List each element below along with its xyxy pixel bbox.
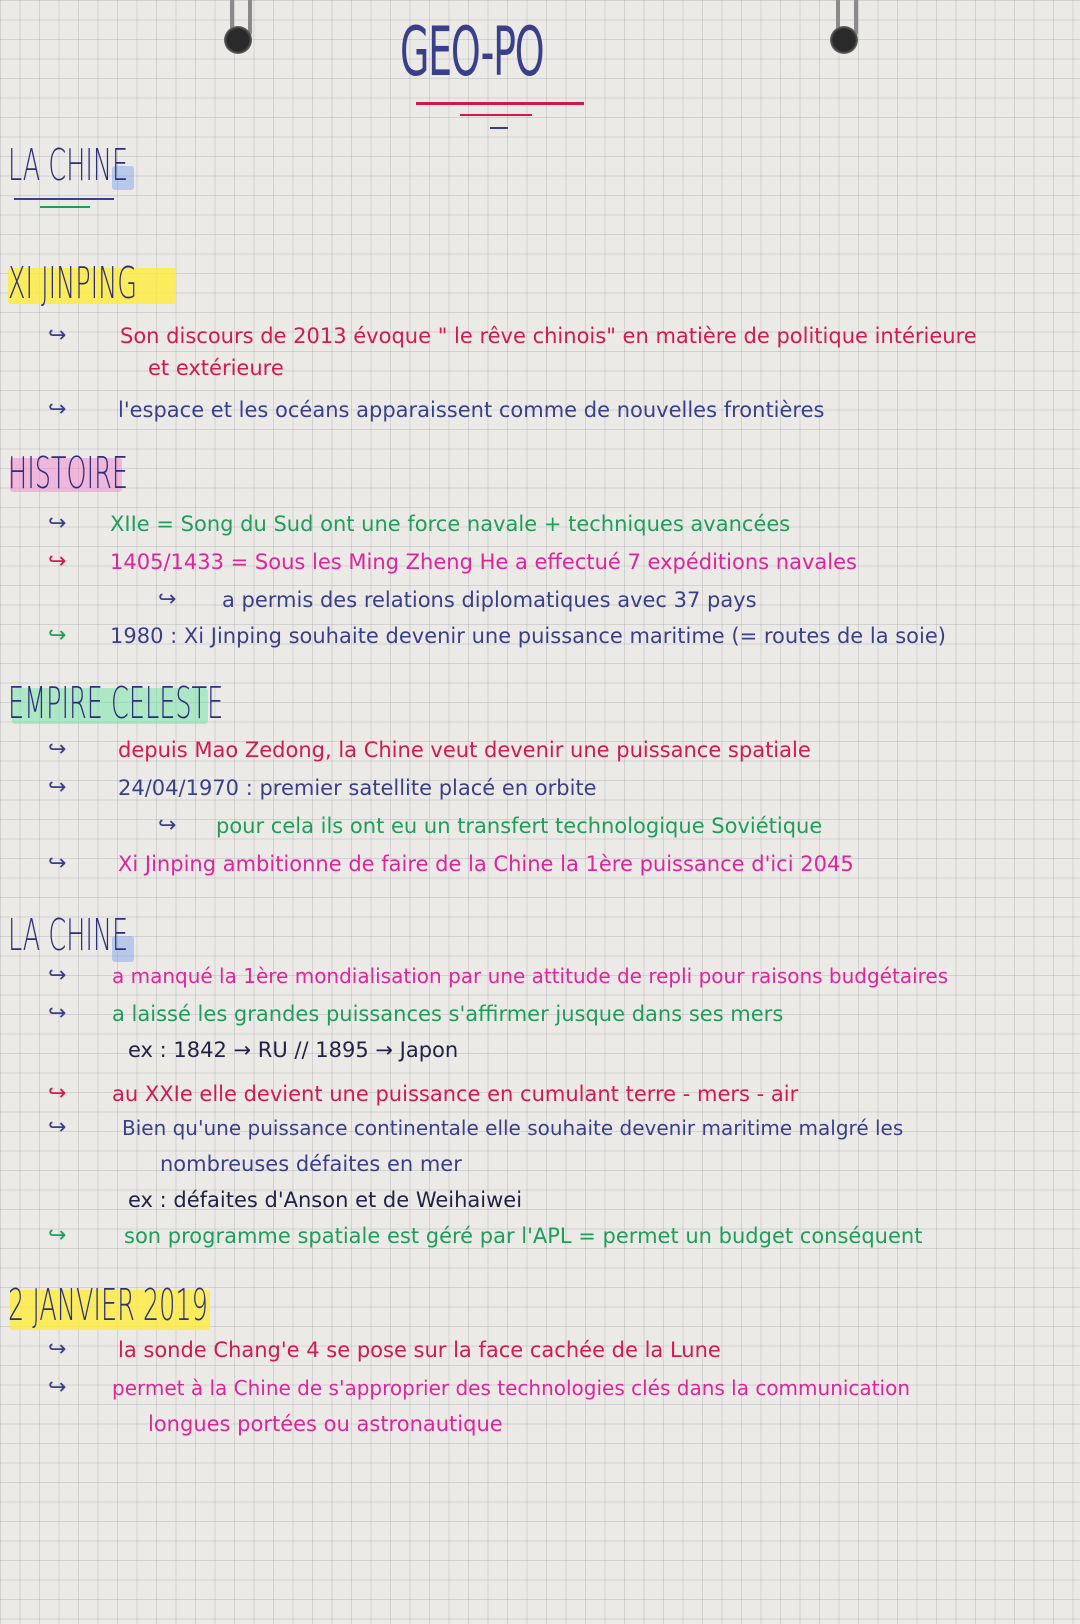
arrow-icon: ↪: [48, 1223, 67, 1248]
binder-ring-icon: [822, 0, 866, 56]
heading-2-janvier-2019: 2 JANVIER 2019: [8, 1280, 208, 1331]
text-line: son programme spatiale est géré par l'APL = permet un budget conséquent: [124, 1224, 923, 1248]
arrow-icon: ↪: [48, 737, 67, 762]
text-line: Bien qu'une puissance continentale elle souhaite devenir maritime malgré les: [122, 1116, 904, 1140]
arrow-icon: ↪: [158, 587, 177, 612]
page-title: GEO-PO: [400, 13, 544, 92]
arrow-icon: ↪: [158, 813, 177, 838]
heading-xi-jinping: XI JINPING: [8, 258, 138, 309]
arrow-icon: ↪: [48, 851, 67, 876]
text-line: l'espace et les océans apparaissent comme de nouvelles frontières: [118, 398, 825, 422]
text-line: 24/04/1970 : premier satellite placé en orbite: [118, 776, 597, 800]
heading-la-chine: LA CHINE: [8, 910, 129, 961]
arrow-icon: ↪: [48, 963, 67, 988]
text-line: 1980 : Xi Jinping souhaite devenir une puissance maritime (= routes de la soie): [110, 624, 946, 648]
text-line: XIIe = Song du Sud ont une force navale + techniques avancées: [110, 512, 791, 536]
binder-ring-icon: [216, 0, 260, 56]
arrow-icon: ↪: [48, 1375, 67, 1400]
text-line: permet à la Chine de s'approprier des technologies clés dans la communication: [112, 1376, 910, 1400]
heading-underline: [40, 206, 90, 208]
text-line: au XXIe elle devient une puissance en cumulant terre - mers - air: [112, 1082, 799, 1106]
text-line: et extérieure: [148, 356, 284, 380]
text-line: a laissé les grandes puissances s'affirmer jusque dans ses mers: [112, 1002, 784, 1026]
text-line: pour cela ils ont eu un transfert technologique Soviétique: [216, 814, 823, 838]
title-underline: [490, 127, 508, 129]
text-line: Xi Jinping ambitionne de faire de la Chine la 1ère puissance d'ici 2045: [118, 852, 854, 876]
text-line: ex : 1842 → RU // 1895 → Japon: [128, 1038, 459, 1062]
arrow-icon: ↪: [48, 623, 67, 648]
text-line: ex : défaites d'Anson et de Weihaiwei: [128, 1188, 523, 1212]
title-underline: [416, 102, 584, 105]
arrow-icon: ↪: [48, 1337, 67, 1362]
text-line: a manqué la 1ère mondialisation par une attitude de repli pour raisons budgétaires: [112, 964, 949, 988]
heading-la-chine: LA CHINE: [8, 140, 129, 191]
title-underline: [460, 114, 532, 116]
arrow-icon: ↪: [48, 1115, 67, 1140]
text-line: longues portées ou astronautique: [148, 1412, 503, 1436]
text-line: Son discours de 2013 évoque " le rêve chinois" en matière de politique intérieure: [120, 324, 977, 348]
text-line: a permis des relations diplomatiques avec 37 pays: [222, 588, 757, 612]
arrow-icon: ↪: [48, 511, 67, 536]
heading-histoire: HISTOIRE: [8, 448, 128, 499]
heading-underline: [14, 198, 114, 200]
arrow-icon: ↪: [48, 1001, 67, 1026]
arrow-icon: ↪: [48, 323, 67, 348]
text-line: 1405/1433 = Sous les Ming Zheng He a effectué 7 expéditions navales: [110, 550, 857, 574]
arrow-icon: ↪: [48, 1081, 67, 1106]
arrow-icon: ↪: [48, 775, 67, 800]
text-line: la sonde Chang'e 4 se pose sur la face cachée de la Lune: [118, 1338, 721, 1362]
text-line: nombreuses défaites en mer: [160, 1152, 462, 1176]
heading-empire-celeste: EMPIRE CELESTE: [8, 678, 224, 729]
arrow-icon: ↪: [48, 397, 67, 422]
text-line: depuis Mao Zedong, la Chine veut devenir une puissance spatiale: [118, 738, 811, 762]
arrow-icon: ↪: [48, 549, 67, 574]
page-title-block: [400, 10, 600, 96]
